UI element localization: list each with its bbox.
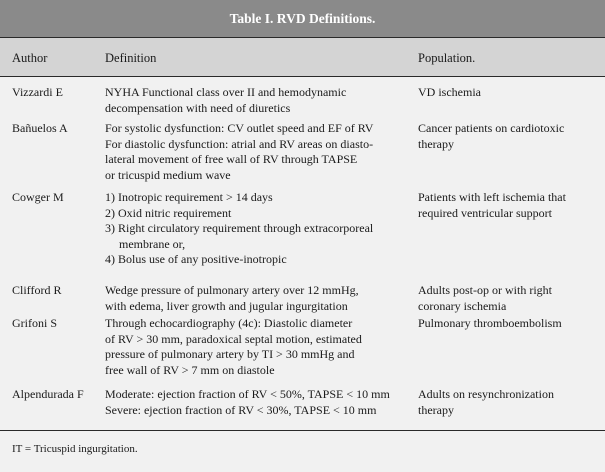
definition-line: Wedge pressure of pulmonary artery over 12 mmHg, (105, 283, 359, 297)
table-title: Table I. RVD Definitions. (0, 0, 605, 37)
header-population: Population. (418, 51, 476, 65)
row-population (418, 85, 600, 101)
definition-line: with edema, liver growth and jugular ingurgitation (105, 298, 348, 313)
row-population (418, 387, 600, 418)
population-line: therapy (418, 402, 454, 417)
population-line: VD ischemia (418, 85, 481, 99)
row-author: Alpendurada F (12, 387, 84, 401)
definition-line: NYHA Functional class over II and hemodynamic (105, 85, 347, 99)
population-line: Adults post-op or with right (418, 283, 552, 297)
row-population (418, 316, 600, 332)
definition-line: 4) Bolus use of any positive-inotropic (105, 252, 287, 266)
row-population (418, 190, 600, 221)
population-line: Patients with left ischemia that (418, 190, 566, 204)
row-author: Cowger M (12, 190, 64, 204)
definition-line: Moderate: ejection fraction of RV < 50%, TAPSE < 10 mm (105, 387, 390, 401)
population-line: Adults on resynchronization (418, 387, 554, 401)
row-author: Grifoni S (12, 316, 57, 330)
row-population (418, 283, 600, 314)
definition-line: Through echocardiography (4c): Diastolic diameter (105, 316, 353, 330)
row-definition (105, 85, 415, 116)
row-author: Clifford R (12, 283, 62, 297)
header-definition: Definition (105, 51, 157, 65)
definition-line: lateral movement of free wall of RV through TAPSE (105, 152, 358, 166)
row-definition (105, 316, 415, 378)
definition-line: decompensation with need of diuretics (105, 100, 291, 115)
definition-line: of RV > 30 mm, paradoxical septal motion, estimated (105, 331, 362, 346)
population-line: required ventricular support (418, 205, 552, 220)
definition-line: 2) Oxid nitric requirement (105, 205, 232, 220)
definition-line: membrane or, (119, 236, 186, 251)
definition-line: For systolic dysfunction: CV outlet speed and EF of RV (105, 121, 374, 135)
definition-line: pressure of pulmonary artery by TI > 30 mmHg and (105, 347, 355, 361)
population-line: coronary ischemia (418, 298, 507, 313)
row-author: Bañuelos A (12, 121, 68, 135)
population-line: therapy (418, 136, 454, 151)
row-author: Vizzardi E (12, 85, 63, 99)
population-line: Pulmonary thromboembolism (418, 316, 562, 330)
population-line: Cancer patients on cardiotoxic (418, 121, 565, 135)
definition-line: 1) Inotropic requirement > 14 days (105, 190, 273, 204)
definition-line: or tricuspid medium wave (105, 167, 231, 182)
row-definition (105, 190, 415, 268)
definition-line: Severe: ejection fraction of RV < 30%, TAPSE < 10 mm (105, 402, 377, 417)
row-population (418, 121, 600, 152)
row-definition (105, 283, 415, 314)
row-definition (105, 387, 415, 418)
definition-line: 3) Right circulatory requirement through extracorporeal (105, 221, 374, 235)
definition-line: free wall of RV > 7 mm on diastole (105, 362, 275, 377)
definition-line: For diastolic dysfunction: atrial and RV areas on diasto- (105, 136, 374, 151)
header-author: Author (12, 51, 48, 65)
table-bottom-rule (0, 430, 605, 431)
table-body (0, 77, 605, 430)
table-header-row (0, 37, 605, 77)
table-footnote: IT = Tricuspid ingurgitation. (12, 443, 138, 455)
row-definition (105, 121, 415, 183)
